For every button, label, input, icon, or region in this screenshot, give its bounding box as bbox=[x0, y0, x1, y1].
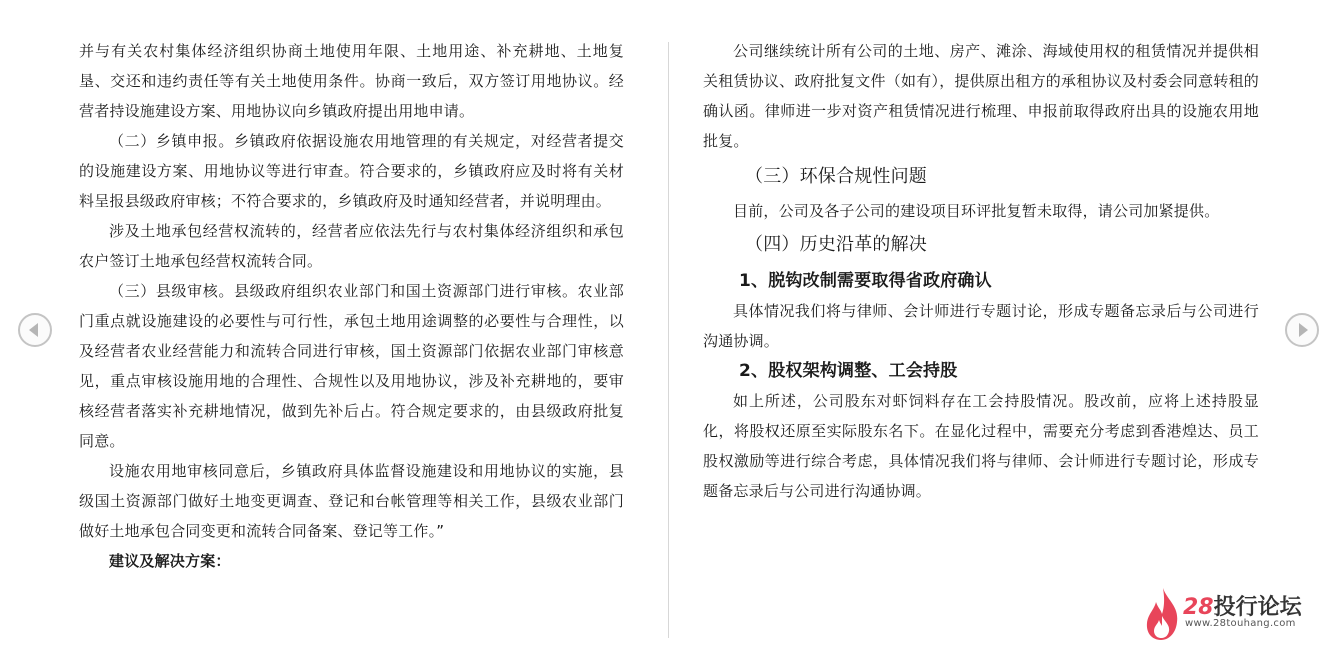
paragraph: 并与有关农村集体经济组织协商土地使用年限、土地用途、补充耕地、土地复垦、交还和违约责任等有关土地使用条件。协商一致后，双方签订用地协议。经营者持设施建设方案、用地协议向乡镇政府提出用地申请。 bbox=[79, 42, 624, 120]
section-title: （四）历史沿革的解决 bbox=[745, 234, 927, 255]
chevron-left-icon bbox=[20, 315, 50, 345]
subsection-title: 2、股权架构调整、工会持股 bbox=[739, 361, 958, 381]
subsection-title: 1、脱钩改制需要取得省政府确认 bbox=[739, 271, 992, 291]
watermark-url: www.28touhang.com bbox=[1185, 618, 1296, 629]
previous-page-button[interactable] bbox=[18, 313, 52, 347]
section-title: （三）环保合规性问题 bbox=[745, 166, 927, 187]
site-watermark-logo bbox=[1143, 586, 1313, 642]
right-page bbox=[703, 36, 1259, 506]
paragraph: 公司继续统计所有公司的土地、房产、滩涂、海域使用权的租赁情况并提供相关租赁协议、政府批复文件（如有），提供原出租方的承租协议及村委会同意转租的确认函。律师进一步对资产租赁情况进行梳理、申报前取得政府出具的设施农用地批复。 bbox=[703, 42, 1259, 150]
paragraph: 具体情况我们将与律师、会计师进行专题讨论，形成专题备忘录后与公司进行沟通协调。 bbox=[703, 302, 1259, 350]
paragraph: 目前，公司及各子公司的建设项目环评批复暂未取得，请公司加紧提供。 bbox=[733, 202, 1220, 220]
watermark-title: 28投行论坛 bbox=[1183, 595, 1302, 620]
next-page-button[interactable] bbox=[1285, 313, 1319, 347]
paragraph: （二）乡镇申报。乡镇政府依据设施农用地管理的有关规定，对经营者提交的设施建设方案、用地协议等进行审查。符合要求的，乡镇政府应及时将有关材料呈报县级政府审核；不符合要求的，乡镇政府及时通知经营者，并说明理由。 bbox=[79, 132, 624, 210]
paragraph: 涉及土地承包经营权流转的，经营者应依法先行与农村集体经济组织和承包农户签订土地承包经营权流转合同。 bbox=[79, 222, 624, 270]
page-divider bbox=[668, 42, 669, 638]
recommendation-heading: 建议及解决方案： bbox=[109, 552, 231, 570]
paragraph: （三）县级审核。县级政府组织农业部门和国土资源部门进行审核。农业部门重点就设施建设的必要性与可行性，承包土地用途调整的必要性与合理性，以及经营者农业经营能力和流转合同进行审核，国土资源部门依据农业部门审核意见，重点审核设施用地的合理性、合规性以及用地协议，涉及补充耕地的，要审核经营者落实补充耕地情况，做到先补后占。符合规定要求的，由县级政府批复同意。 bbox=[79, 282, 624, 450]
left-page bbox=[79, 36, 624, 576]
paragraph: 设施农用地审核同意后，乡镇政府具体监督设施建设和用地协议的实施，县级国土资源部门做好土地变更调查、登记和台帐管理等相关工作，县级农业部门做好土地承包合同变更和流转合同备案、登记等工作。” bbox=[79, 462, 624, 540]
flame-icon bbox=[1143, 586, 1183, 642]
chevron-right-icon bbox=[1287, 315, 1317, 345]
paragraph: 如上所述，公司股东对虾饲料存在工会持股情况。股改前，应将上述持股显化，将股权还原至实际股东名下。在显化过程中，需要充分考虑到香港煌达、员工股权激励等进行综合考虑，具体情况我们将与律师、会计师进行专题讨论，形成专题备忘录后与公司进行沟通协调。 bbox=[703, 392, 1259, 500]
